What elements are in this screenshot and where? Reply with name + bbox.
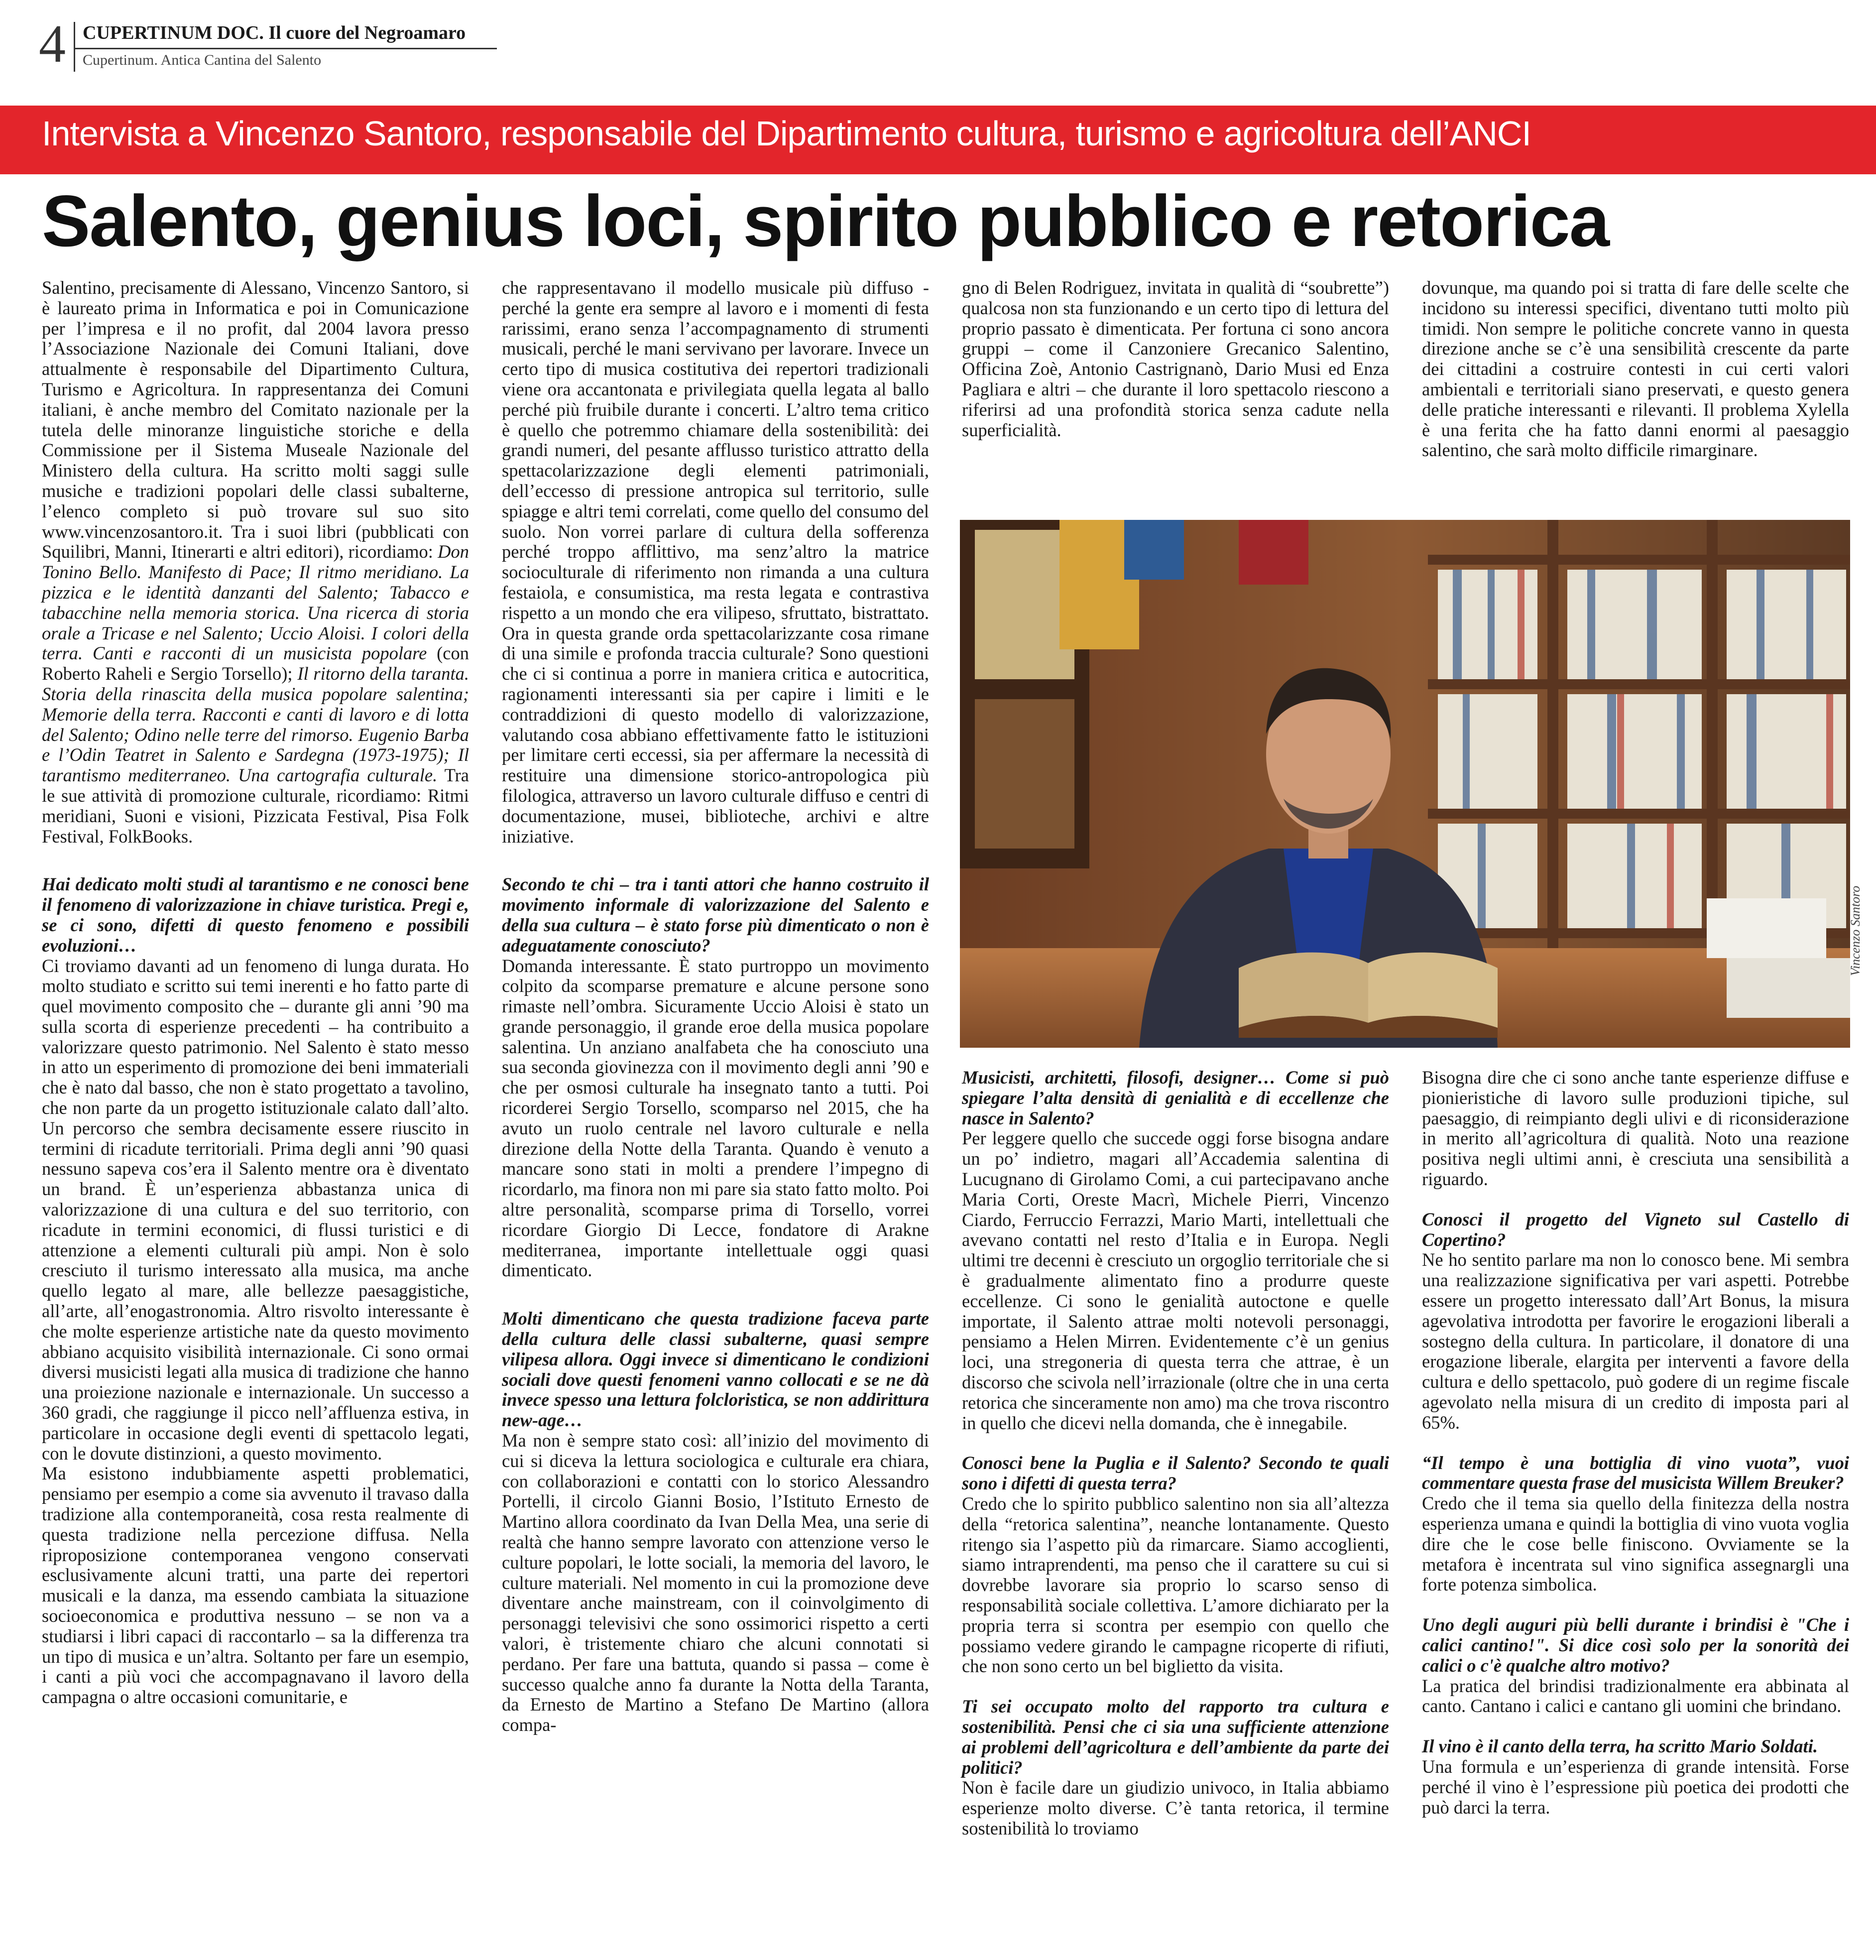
publication-subtitle: Cupertinum. Antica Cantina del Salento: [83, 52, 322, 68]
answer: dovunque, ma quando poi si tratta di fare delle scelte che incidono su interessi specifici, diventano tutti molto più timidi. Non sempre le politiche concrete vanno in questa direzione anche se c’è una sensibilità crescente da parte dei cittadini a costruire contesti in cui certi valori ambientali e territoriali siano preservati, e questo genera delle pratiche interessanti e rilevanti. Il problema Xylella è una ferita che ha fatto danni enormi al paesaggio salentino, che sarà molto difficile rimarginare.: [1422, 277, 1849, 461]
question: Ti sei occupato molto del rapporto tra cultura e sostenibilità. Pensi che ci sia una sufficiente attenzione ai problemi dell’agricoltura e dell’ambiente da parte dei politici?: [962, 1696, 1389, 1778]
answer: Credo che il tema sia quello della finitezza della nostra esperienza umana e quindi la bottiglia di vino vuota voglia dire che le cose belle finiscono. Ovviamente se la metafora è incentrata sul vino significa assegnargli una forte potenza simbolica.: [1422, 1493, 1849, 1595]
answer: Una formula e un’esperienza di grande intensità. Forse perché il vino è l’espressione più poetica dei prodotti che può darci la terra.: [1422, 1756, 1849, 1818]
article-column-3-top: [962, 278, 1389, 440]
article-column-2: [502, 278, 929, 1735]
question: Musicisti, architetti, filosofi, designer… Come si può spiegare l’alta densità di genialità e di eccellenze che nasce in Salento?: [962, 1067, 1389, 1128]
answer: Non è facile dare un giudizio univoco, in Italia abbiamo esperienze molto diverse. C’è tanta retorica, il termine sostenibilità lo troviamo: [962, 1777, 1389, 1838]
author-bio: Salentino, precisamente di Alessano, Vincenzo Santoro, si è laureato prima in Informatica e poi in Comunicazione per l’impresa e il no profit, dal 2004 lavora presso l’Associazione Nazionale dei Comuni Italiani, dove attualmente è responsabile del Dipartimento Cultura, Turismo e Agricoltura. In rappresentanza dei Comuni italiani, è anche membro del Comitato nazionale per la tutela delle minoranze linguistiche storiche e della Commissione per il Sistema Museale Nazionale del Ministero della cultura. Ha scritto molti saggi sulle musiche e tradizioni popolari delle classi subalterne, l’elenco completo si può trovare sul suo sito www.vincenzosantoro.it. Tra i suoi libri (pubblicati con Squilibri, Manni, Itinerarti e altri editori), ricordiamo: Don Tonino Bello. Manifesto di Pace; Il ritmo meridiano. La pizzica e le identità danzanti del Salento; Tabacco e tabacchine nella memoria storica. Una ricerca di storia orale a Tricase e nel Salento; Uccio Aloisi. I colori della terra. Canti e racconti di un musicista popolare (con Roberto Raheli e Sergio Torsello); Il ritorno della taranta. Storia della rinascita della musica popolare salentina; Memorie della terra. Racconti e canti di lavoro e di lotta del Salento; Odino nelle terre del rimorso. Eugenio Barba e l’Odin Teatret in Salento e Sardegna (1973-1975); Il tarantismo mediterraneo. Una cartografia culturale. Tra le sue attività di promozione culturale, ricordiamo: Ritmi meridiani, Suoni e visioni, Pizzicata Festival, Pisa Folk Festival, FolkBooks.: [42, 277, 469, 847]
publication-title: CUPERTINUM DOC. Il cuore del Negroamaro: [83, 22, 466, 43]
interviewee-photo: [960, 520, 1850, 1048]
question: Hai dedicato molti studi al tarantismo e ne conosci bene il fenomeno di valorizzazione in chiave turistica. Pregi e, se ci sono, difetti di questo fenomeno e possibili evoluzioni…: [42, 874, 469, 956]
portrait-illustration: [960, 520, 1850, 1048]
answer: Ne ho sentito parlare ma non lo conosco bene. Mi sembra una realizzazione significativa per vari aspetti. Potrebbe essere un progetto interessato dall’Art Bonus, la misura agevolativa introdotta per favorire le erogazioni liberali a sostegno della cultura. In particolare, il donatore di una erogazione liberale, elargita per interventi a favore della cultura e dello spettacolo, può godere di un regime fiscale agevolato nella misura di un credito di imposta pari al 65%.: [1422, 1249, 1849, 1433]
header-divider: [74, 22, 75, 72]
page-header: [39, 14, 1851, 74]
article-column-1: [42, 278, 469, 1708]
question: Conosci il progetto del Vigneto sul Castello di Copertino?: [1422, 1209, 1849, 1250]
header-rule: [74, 48, 497, 49]
answer: che rappresentavano il modello musicale più diffuso - perché la gente era sempre al lavoro e i momenti di festa rarissimi, erano senza l’accompagnamento di strumenti musicali, perché le mani servivano per lavorare. Invece un certo tipo di musica costitutiva dei repertori tradizionali viene ora accantonata e privilegiata quella legata al ballo perché più fruibile durante i concerti. L’altro tema critico è quello che potremmo chiamare della sostenibilità: dei grandi numeri, del pesante afflusso turistico attratto della spettacolarizzazione degli elementi patrimoniali, dell’eccesso di pressione antropica sul territorio, sulle spiagge e altri temi correlati, come quello del consumo del suolo. Non vorrei parlare di cultura della sofferenza perché troppo afflittivo, ma senz’altro la matrice socioculturale di riferimento non rimanda a una cultura festaiola, e consumistica, ma resta legata e contrastiva rispetto a un mondo che era vilipeso, sfruttato, bistrattato. Ora in questa grande orda spettacolarizzante cosa rimane di una simile e profonda traccia culturale? Sono questioni che ci si continua a porre in maniera critica e autocritica, ragionamenti interessanti sia per capire i limiti e le contraddizioni di questo modello di valorizzazione, valutando cosa abbiano effettivamente fatto le istituzioni per limitare certi eccessi, sia per affermare la necessità di restituire una dimensione storico-antropologica più filologica, attraverso un lavoro culturale diffuso e centri di documentazione, musei, biblioteche, archivi e altre iniziative.: [502, 277, 929, 847]
question: Molti dimenticano che questa tradizione faceva parte della cultura delle classi subalterne, quasi sempre vilipesa allora. Oggi invece si dimenticano le condizioni sociali dove questi fenomeni vanno collocati e se ne dà invece spesso una lettura folcloristica, se non addirittura new-age…: [502, 1308, 929, 1431]
answer: Credo che lo spirito pubblico salentino non sia all’altezza della “retorica salentina”, neanche lontanamente. Questo ritengo sia l’aspetto più da rimarcare. Siamo accoglienti, siamo intraprendenti, ma penso che il carattere su cui si dovrebbe lavorare sia proprio lo scarso senso di responsabilità sociale collettiva. L’amore dichiarato per la propria terra si scontra per esempio con quello che possiamo vedere girando le campagne ricoperte di rifiuti, che non sono certo un bel biglietto da visita.: [962, 1493, 1389, 1677]
answer: Domanda interessante. È stato purtroppo un movimento colpito da scomparse premature e alcune persone sono rimaste nell’ombra. Sicuramente Uccio Aloisi è stato un grande personaggio, il grande eroe della musica popolare salentina. Un anziano analfabeta che ha conosciuto una sua seconda giovinezza con il movimento degli anni ’90 e che per osmosi culturale ha insegnato tanto a tutti. Poi ricorderei Sergio Torsello, scomparso nel 2015, che ha avuto un ruolo centrale nel lavoro culturale e nella direzione della Notte della Taranta. Quando è venuto a mancare sono stati in molti a prendere l’impegno di ricordarlo, ma finora non mi pare sia stato fatto molto. Poi altre personalità, scomparse prima di Torsello, vorrei ricordare Giorgio Di Lecce, fondatore di Arakne mediterranea, importante intellettuale oggi quasi dimenticato.: [502, 955, 929, 1281]
page-number: 4: [39, 14, 66, 74]
article-headline: Salento, genius loci, spirito pubblico e retorica: [42, 180, 1609, 261]
question: “Il tempo è una bottiglia di vino vuota”, vuoi commentare questa frase del musicista Willem Breuker?: [1422, 1452, 1849, 1493]
open-book: [1239, 953, 1498, 1038]
article-column-3-bottom: [962, 1068, 1389, 1839]
article-kicker: Intervista a Vincenzo Santoro, responsabile del Dipartimento cultura, turismo e agricoltura dell’ANCI: [42, 114, 1531, 153]
question: Conosci bene la Puglia e il Salento? Secondo te quali sono i difetti di questa terra?: [962, 1453, 1389, 1494]
answer: Bisogna dire che ci sono anche tante esperienze diffuse e pionieristiche di lavoro sulle produzioni tipiche, sul paesaggio, di reimpianto degli ulivi e di riconsiderazione in merito all’agricoltura di qualità. Noto una reazione positiva negli ultimi anni, è cresciuta una sensibilità a riguardo.: [1422, 1067, 1849, 1189]
article-column-4-bottom: [1422, 1068, 1849, 1818]
answer: Ci troviamo davanti ad un fenomeno di lunga durata. Ho molto studiato e scritto sui temi inerenti e ho fatto parte di quel movimento composito che – durante gli anni ’90 ma sulla scorta di esperienze precedenti – ha contribuito a valorizzare questo patrimonio. Nel Salento è stato messo in atto un esperimento di promozione dei beni immateriali che è nato dal basso, che non è stato progettato a tavolino, che non parte da un progetto istituzionale calato dall’alto. Un percorso che sembra decisamente essere riuscito in termini di ricadute territoriali. Prima degli anni ’90 quasi nessuno sapeva cos’era il Salento mentre ora è diventato un brand. È un’esperienza abbastanza unica di valorizzazione di una cultura e del suo territorio, con ricadute in termini economici, di flussi turistici e di attenzione a elementi culturali più ampi. Non è solo cresciuto il turismo interessato alla musica, ma anche quello legato al mare, alle bellezze paesaggistiche, all’arte, all’enogastronomia. Altro risvolto interessante è che molte esperienze artistiche nate da questo movimento abbiano acquisito visibilità internazionale. Ci sono ormai diversi musicisti legati alla musica di tradizione che hanno una proiezione nazionale e internazionale. Un successo a 360 gradi, che raggiunge il picco nell’affluenza estiva, in particolare in occasione degli eventi di spettacolo legati, con le dovute distinzioni, a questo movimento.: [42, 955, 469, 1464]
question: Uno degli auguri più belli durante i brindisi è "Che i calici cantino!". Si dice così solo per la sonorità dei calici o c'è qualche altro motivo?: [1422, 1614, 1849, 1676]
answer: La pratica del brindisi tradizionalmente era abbinata al canto. Cantano i calici e cantano gli uomini che brindano.: [1422, 1675, 1849, 1716]
answer: Ma non è sempre stato così: all’inizio del movimento di cui si diceva la lettura sociologica e culturale era chiara, con collaborazioni e contatti con lo storico Alessandro Portelli, il circolo Gianni Bosio, l’Istituto Ernesto de Martino allora coordinato da Ivan Della Mea, una serie di realtà che hanno sempre lavorato con attenzione verso le culture popolari, le lotte sociali, la memoria del lavoro, le culture materiali. Nel momento in cui la promozione deve diventare anche mainstream, con il coinvolgimento di personaggi televisivi che sono ossimorici rispetto a certi valori, è tristemente chiaro che alcuni connotati si perdano. Per fare una battuta, quando si passa – come è successo qualche anno fa durante la Notta della Taranta, da Ernesto de Martino a Stefano De Martino (allora compa-: [502, 1430, 929, 1735]
article-column-4-top: [1422, 278, 1849, 461]
answer: gno di Belen Rodriguez, invitata in qualità di “soubrette”) qualcosa non sta funzionando e un certo tipo di lettura del proprio passato è dimenticata. Per fortuna ci sono ancora gruppi – come il Canzoniere Grecanico Salentino, Officina Zoè, Antonio Castrignanò, Dario Musi ed Enza Pagliara e altri – che durante il loro spettacolo riescono a riferirsi ad una profondità storica senza cadute nella superficialità.: [962, 277, 1389, 440]
answer: Per leggere quello che succede oggi forse bisogna andare un po’ indietro, magari all’Accademia salentina di Lucugnano di Girolamo Comi, a cui partecipavano anche Maria Corti, Oreste Macrì, Michele Pierri, Vincenzo Ciardo, Ferruccio Ferrazzi, Mario Marti, intellettuali che avevano contatti nel resto d’Italia e in Europa. Negli ultimi tre decenni è cresciuto un orgoglio territoriale che si è gradualmente alimentato fino a produrre queste eccellenze. Ci sono le genialità autoctone e quelle importate, il Salento attrae molti notevoli personaggi, pensiamo a Helen Mirren. Evidentemente c’è un genius loci, una stregoneria di questa terra che attrae, è un discorso che scivola nell’irrazionale (oltre che in una certa retorica che sinceramente non amo) ma che trova riscontro in quello che dicevi nella domanda, che è innegabile.: [962, 1128, 1389, 1433]
question: Secondo te chi – tra i tanti attori che hanno costruito il movimento informale di valorizzazione del Salento e della sua cultura – è stato forse più dimenticato o non è adeguatamente conosciuto?: [502, 874, 929, 956]
photo-credit: Vincenzo Santoro: [1848, 885, 1863, 976]
question: Il vino è il canto della terra, ha scritto Mario Soldati.: [1422, 1736, 1818, 1757]
answer: Ma esistono indubbiamente aspetti problematici, pensiamo per esempio a come sia avvenuto il travaso dalla tradizione alla contemporaneità, cosa resta realmente di questa tradizione nella percezione diffusa. Nella riproposizione contemporanea vengono conservati esclusivamente alcuni tratti, una parte dei repertori musicali e la danza, ma essendo cambiata la situazione socioeconomica e produttiva nessuno – se non va a studiarsi i libri capaci di raccontarlo – sa la differenza tra un tipo di musica e un’altra. Soltanto per fare un esempio, i canti a più voci che accompagnavano il lavoro della campagna o altre occasioni comunitarie, e: [42, 1463, 469, 1708]
